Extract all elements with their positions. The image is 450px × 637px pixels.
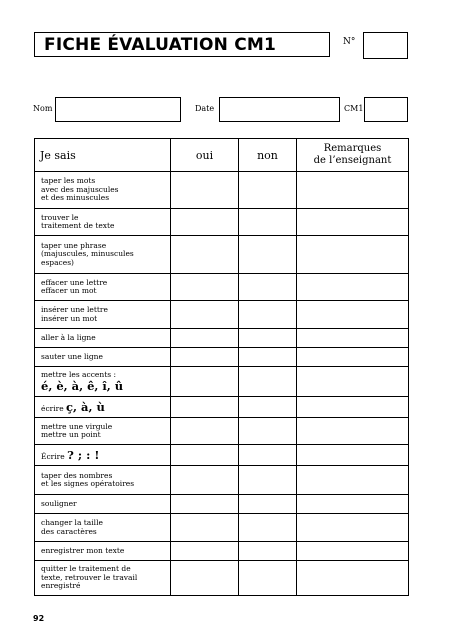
non-cell[interactable] bbox=[239, 209, 297, 236]
skill-emphasis: ? ; : ! bbox=[67, 447, 100, 462]
table-row bbox=[35, 397, 409, 418]
skill-cell bbox=[35, 172, 171, 209]
table-header-row bbox=[35, 139, 409, 172]
oui-cell[interactable] bbox=[171, 209, 239, 236]
skill-text: taper une phrase (majuscules, minuscules espaces) bbox=[41, 240, 134, 267]
table-row bbox=[35, 445, 409, 466]
header-remarques: Remarques de l’enseignant bbox=[297, 139, 409, 172]
skill-cell bbox=[35, 542, 171, 561]
oui-cell[interactable] bbox=[171, 397, 239, 418]
remarques-cell[interactable] bbox=[297, 466, 409, 495]
oui-cell[interactable] bbox=[171, 466, 239, 495]
oui-cell[interactable] bbox=[171, 236, 239, 274]
cm1-label: CM1 bbox=[344, 104, 364, 113]
remarques-cell[interactable] bbox=[297, 397, 409, 418]
skill-cell bbox=[35, 367, 171, 397]
skill-emphasis: ç, à, ù bbox=[66, 399, 105, 414]
non-cell[interactable] bbox=[239, 172, 297, 209]
skill-cell bbox=[35, 514, 171, 542]
skill-cell bbox=[35, 274, 171, 301]
non-cell[interactable] bbox=[239, 329, 297, 348]
evaluation-table bbox=[34, 138, 409, 596]
skill-text: trouver le traitement de texte bbox=[41, 212, 115, 230]
number-field[interactable] bbox=[363, 32, 408, 59]
skill-text: aller à la ligne bbox=[41, 332, 96, 342]
remarques-cell[interactable] bbox=[297, 495, 409, 514]
skill-text: mettre une virgule mettre un point bbox=[41, 421, 113, 439]
skill-text: mettre les accents : bbox=[41, 370, 116, 379]
oui-cell[interactable] bbox=[171, 367, 239, 397]
remarques-cell[interactable] bbox=[297, 209, 409, 236]
skill-text: taper les mots avec des majuscules et des minuscules bbox=[41, 176, 119, 203]
table-row bbox=[35, 367, 409, 397]
header-non: non bbox=[239, 139, 297, 172]
remarques-cell[interactable] bbox=[297, 274, 409, 301]
non-cell[interactable] bbox=[239, 561, 297, 596]
nom-field[interactable] bbox=[55, 97, 181, 122]
skill-cell bbox=[35, 418, 171, 445]
skill-cell bbox=[35, 348, 171, 367]
remarques-cell[interactable] bbox=[297, 348, 409, 367]
remarques-cell[interactable] bbox=[297, 367, 409, 397]
skill-cell bbox=[35, 397, 171, 418]
number-label: N° bbox=[343, 37, 356, 47]
oui-cell[interactable] bbox=[171, 445, 239, 466]
table-row bbox=[35, 172, 409, 209]
table-row bbox=[35, 514, 409, 542]
skill-text: insérer une lettre insérer un mot bbox=[41, 305, 108, 323]
oui-cell[interactable] bbox=[171, 561, 239, 596]
nom-label: Nom bbox=[33, 104, 53, 113]
oui-cell[interactable] bbox=[171, 274, 239, 301]
cm1-field[interactable] bbox=[364, 97, 408, 122]
page-number: 92 bbox=[33, 614, 45, 623]
skill-cell bbox=[35, 466, 171, 495]
skill-text: enregistrer mon texte bbox=[41, 545, 125, 555]
skill-cell bbox=[35, 301, 171, 329]
non-cell[interactable] bbox=[239, 514, 297, 542]
non-cell[interactable] bbox=[239, 542, 297, 561]
skill-text: souligner bbox=[41, 498, 77, 508]
skill-cell bbox=[35, 445, 171, 466]
header-je-sais: Je sais bbox=[35, 139, 171, 172]
table-row bbox=[35, 466, 409, 495]
oui-cell[interactable] bbox=[171, 329, 239, 348]
title-box bbox=[34, 32, 330, 57]
skill-text: sauter une ligne bbox=[41, 351, 103, 361]
skill-emphasis: é, è, à, ê, î, û bbox=[41, 378, 124, 393]
skill-text: Écrire bbox=[41, 451, 65, 461]
oui-cell[interactable] bbox=[171, 514, 239, 542]
skill-text: taper des nombres et les signes opératoires bbox=[41, 470, 135, 488]
table-row bbox=[35, 542, 409, 561]
skill-cell bbox=[35, 561, 171, 596]
remarques-cell[interactable] bbox=[297, 301, 409, 329]
table-row bbox=[35, 348, 409, 367]
remarques-cell[interactable] bbox=[297, 172, 409, 209]
table-row bbox=[35, 329, 409, 348]
table-row bbox=[35, 209, 409, 236]
remarques-cell[interactable] bbox=[297, 236, 409, 274]
skill-cell bbox=[35, 236, 171, 274]
non-cell[interactable] bbox=[239, 397, 297, 418]
table-row bbox=[35, 495, 409, 514]
date-label: Date bbox=[195, 104, 215, 113]
table-row bbox=[35, 236, 409, 274]
oui-cell[interactable] bbox=[171, 418, 239, 445]
non-cell[interactable] bbox=[239, 274, 297, 301]
skill-cell bbox=[35, 209, 171, 236]
oui-cell[interactable] bbox=[171, 495, 239, 514]
non-cell[interactable] bbox=[239, 301, 297, 329]
remarques-cell[interactable] bbox=[297, 514, 409, 542]
oui-cell[interactable] bbox=[171, 301, 239, 329]
skill-text: changer la taille des caractères bbox=[41, 518, 103, 536]
non-cell[interactable] bbox=[239, 367, 297, 397]
remarques-cell[interactable] bbox=[297, 329, 409, 348]
skill-text: effacer une lettre effacer un mot bbox=[41, 277, 108, 295]
remarques-cell[interactable] bbox=[297, 561, 409, 596]
skill-text: écrire bbox=[41, 403, 64, 413]
non-cell[interactable] bbox=[239, 445, 297, 466]
table-row bbox=[35, 561, 409, 596]
table-row bbox=[35, 274, 409, 301]
oui-cell[interactable] bbox=[171, 172, 239, 209]
remarques-cell[interactable] bbox=[297, 542, 409, 561]
non-cell[interactable] bbox=[239, 348, 297, 367]
remarques-cell[interactable] bbox=[297, 445, 409, 466]
skill-cell bbox=[35, 329, 171, 348]
non-cell[interactable] bbox=[239, 418, 297, 445]
non-cell[interactable] bbox=[239, 495, 297, 514]
date-field[interactable] bbox=[219, 97, 340, 122]
header-oui: oui bbox=[171, 139, 239, 172]
table-row bbox=[35, 301, 409, 329]
oui-cell[interactable] bbox=[171, 348, 239, 367]
skill-cell bbox=[35, 495, 171, 514]
non-cell[interactable] bbox=[239, 236, 297, 274]
page-title: FICHE ÉVALUATION CM1 bbox=[44, 35, 277, 55]
remarques-cell[interactable] bbox=[297, 418, 409, 445]
table-body bbox=[35, 172, 409, 596]
non-cell[interactable] bbox=[239, 466, 297, 495]
skill-text: quitter le traitement de texte, retrouver le travail enregistré bbox=[41, 564, 138, 591]
table-row bbox=[35, 418, 409, 445]
oui-cell[interactable] bbox=[171, 542, 239, 561]
